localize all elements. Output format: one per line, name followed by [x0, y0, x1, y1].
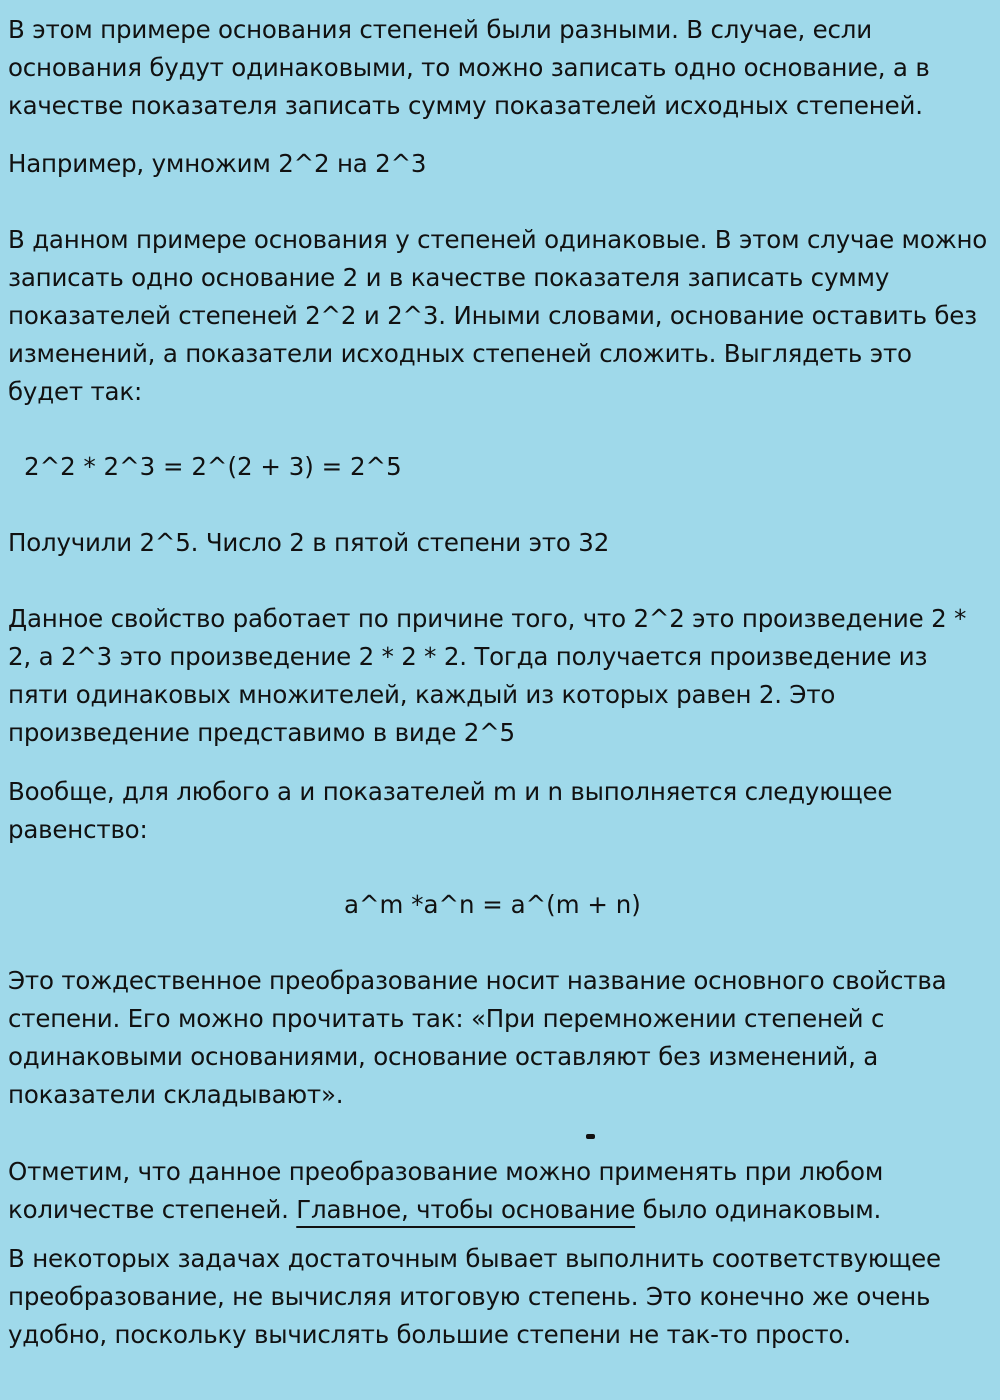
paragraph-conclusion: В некоторых задачах достаточным бывает выполнить соответствующее преобразование, не вычисляя итоговую степень. Это конечно же очень удобно, поскольку вычислять большие степени не так-то просто.	[8, 1244, 941, 1349]
paragraph-intro: В этом примере основания степеней были разными. В случае, если основания будут одинаковыми, то можно записать одно основание, а в качестве показателя записать сумму показателей исходных степеней.	[8, 15, 930, 120]
paragraph-note-underlined: Главное, чтобы основание	[296, 1195, 636, 1224]
paragraph-explanation: В данном примере основания у степеней одинаковые. В этом случае можно записать одно основание 2 и в качестве показателя записать сумму показателей степеней 2^2 и 2^3. Иными словами, основание оставить без изменений, а показатели исходных степеней сложить. Выглядеть это будет так:	[8, 225, 988, 406]
paragraph-reason: Данное свойство работает по причине того, что 2^2 это произведение 2 * 2, а 2^3 это произведение 2 * 2 * 2. Тогда получается произведение из пяти одинаковых множителей, каждый из которых равен 2. Это произведение представимо в виде 2^5	[8, 604, 967, 747]
paragraph-note	[8, 1153, 992, 1229]
paragraph-result: Получили 2^5. Число 2 в пятой степени это 32	[8, 528, 610, 557]
formula-example: 2^2 * 2^3 = 2^(2 + 3) = 2^5	[24, 452, 402, 481]
paragraph-general: Вообще, для любого a и показателей m и n выполняется следующее равенство:	[8, 777, 893, 844]
paragraph-note-start: Отметим, что данное преобразование можно применять при любом количестве степеней.	[8, 1157, 884, 1224]
paragraph-example: Например, умножим 2^2 на 2^3	[8, 149, 427, 178]
paragraph-property: Это тождественное преобразование носит название основного свойства степени. Его можно прочитать так: «При перемножении степеней с одинаковыми основаниями, основание оставляют без изменений, а показатели складывают».	[8, 966, 947, 1109]
formula-general: a^m *a^n = a^(m + n)	[344, 890, 641, 919]
paragraph-note-end: было одинаковым.	[635, 1195, 882, 1224]
dot-mark	[586, 1134, 595, 1139]
